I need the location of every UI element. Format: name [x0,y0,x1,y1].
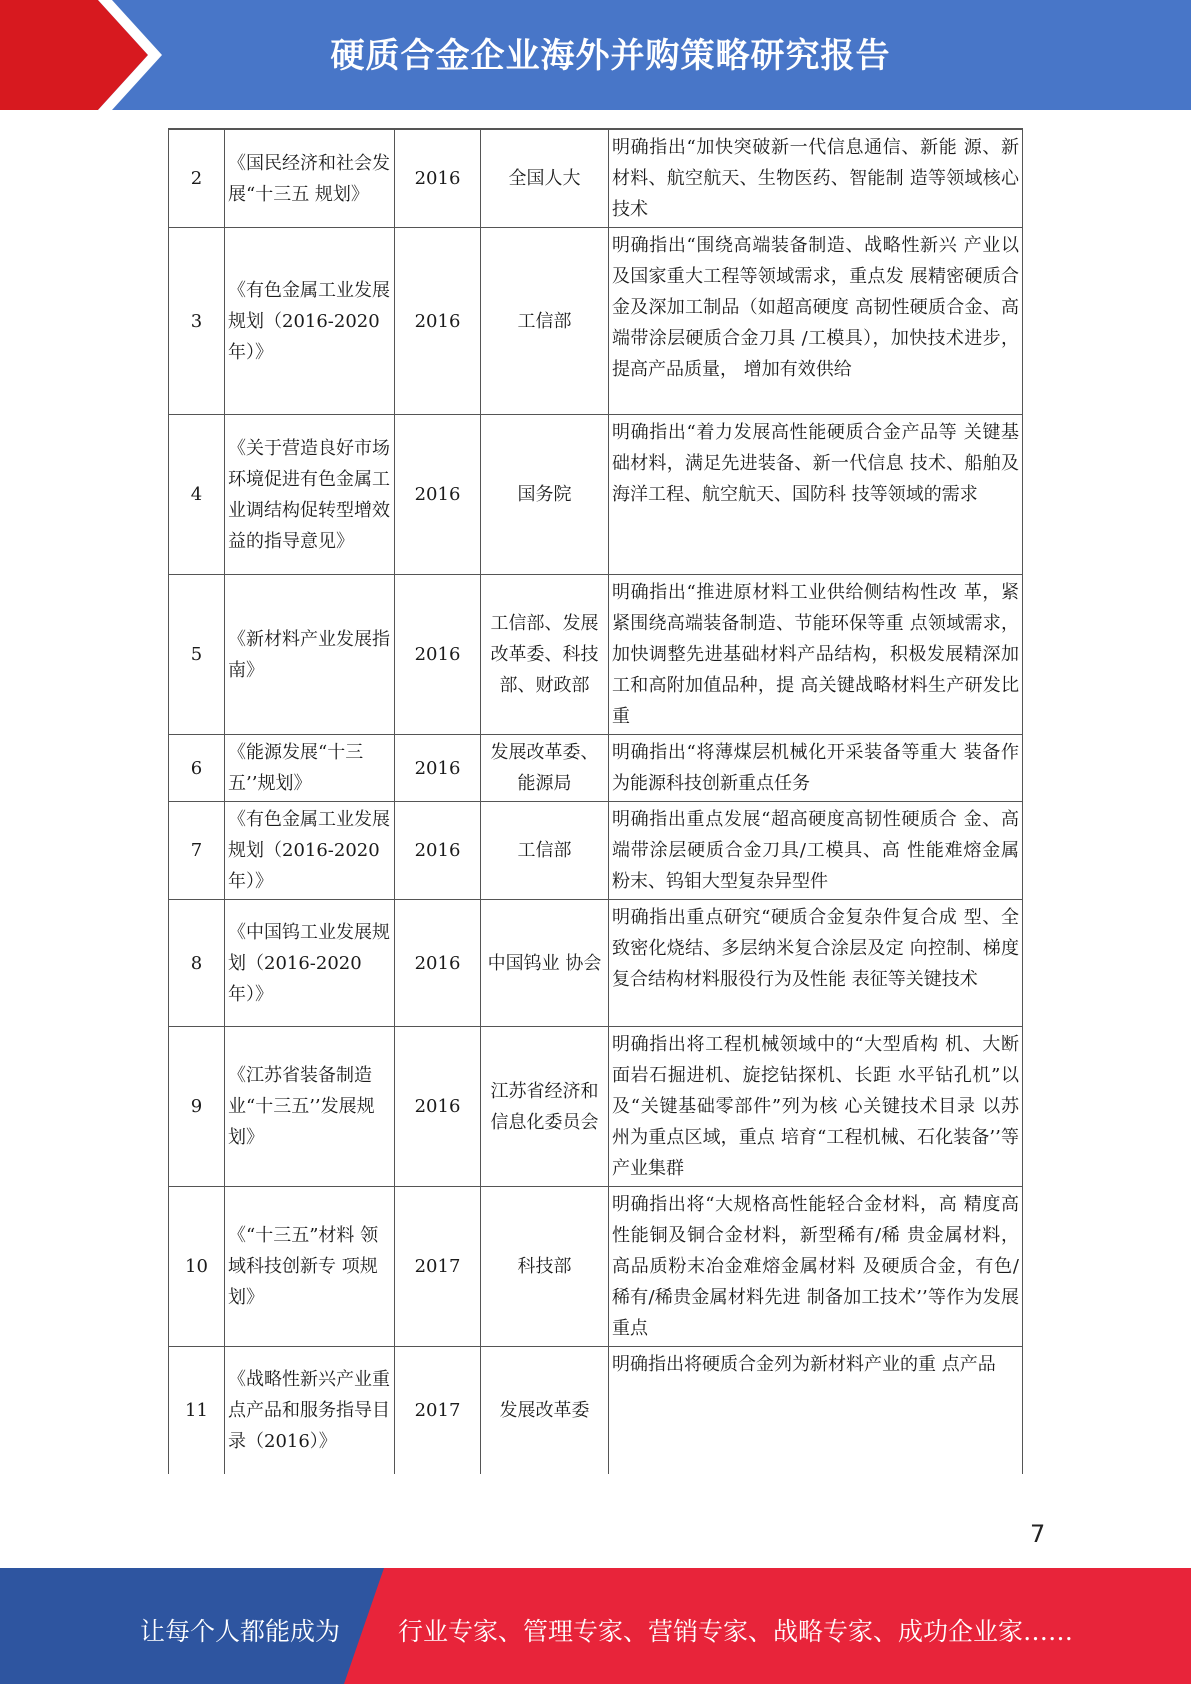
policy-name: 《关于营造良好市场环境促进有色金属工业调结构促转型增效益的指导意见》 [225,415,395,575]
row-number: 6 [169,735,225,802]
issuing-department: 发展改革委、能源局 [481,735,609,802]
table-row [169,575,1023,735]
policy-table-container [168,128,1022,1474]
policy-content: 明确指出“将薄煤层机械化开采装备等重大 装备作为能源科技创新重点任务 [609,735,1023,802]
table-row [169,735,1023,802]
policy-content: 明确指出将“大规格高性能轻合金材料，高 精度高性能铜及铜合金材料，新型稀有/稀 贵金属材料，高品质粉末冶金难熔金属材料 及硬质合金，有色/稀有/稀贵金属材料先进 制备加工技术’’等作为发展重点 [609,1187,1023,1347]
row-number: 11 [169,1347,225,1474]
policy-year: 2016 [395,129,481,228]
table-row [169,1347,1023,1474]
policy-content: 明确指出重点研究“硬质合金复杂件复合成 型、全致密化烧结、多层纳米复合涂层及定 向控制、梯度复合结构材料服役行为及性能 表征等关键技术 [609,900,1023,1027]
page-number: 7 [1030,1520,1046,1548]
policy-year: 2016 [395,415,481,575]
policy-content: 明确指出“加快突破新一代信息通信、新能 源、新材料、航空航天、生物医药、智能制 造等领域核心技术 [609,129,1023,228]
footer-slogan-left: 让每个人都能成为 [140,1617,341,1646]
policy-name: 《国民经济和社会发展“十三五 规划》 [225,129,395,228]
row-number: 5 [169,575,225,735]
page-header [0,0,1191,110]
policy-year: 2016 [395,228,481,415]
footer-slogan-right: 行业专家、管理专家、营销专家、战略专家、成功企业家…… [398,1617,1074,1646]
issuing-department: 国务院 [481,415,609,575]
table-row [169,129,1023,228]
report-title: 硬质合金企业海外并购策略研究报告 [330,36,891,76]
issuing-department: 全国人大 [481,129,609,228]
policy-content: 明确指出“围绕高端装备制造、战略性新兴 产业以及国家重大工程等领域需求，重点发 展精密硬质合金及深加工制品（如超高硬度 高韧性硬质合金、高端带涂层硬质合金刀具 /工模具），加快技术进步，提高产品质量， 增加有效供给 [609,228,1023,415]
policy-year: 2016 [395,1027,481,1187]
row-number: 9 [169,1027,225,1187]
table-row [169,1027,1023,1187]
issuing-department: 工信部 [481,802,609,900]
table-row [169,1187,1023,1347]
page-footer [0,1568,1191,1684]
policy-name: 《战略性新兴产业重点产品和服务指导目录（2016）》 [225,1347,395,1474]
issuing-department: 发展改革委 [481,1347,609,1474]
issuing-department: 工信部、发展改革委、科技部、财政部 [481,575,609,735]
issuing-department: 中国钨业 协会 [481,900,609,1027]
policy-year: 2017 [395,1187,481,1347]
row-number: 10 [169,1187,225,1347]
policy-year: 2016 [395,900,481,1027]
issuing-department: 工信部 [481,228,609,415]
row-number: 4 [169,415,225,575]
table-row [169,415,1023,575]
row-number: 2 [169,129,225,228]
policy-content: 明确指出重点发展“超高硬度高韧性硬质合 金、高端带涂层硬质合金刀具/工模具、高 性能难熔金属粉末、钨钼大型复杂异型件 [609,802,1023,900]
issuing-department: 江苏省经济和信息化委员会 [481,1027,609,1187]
policy-content: 明确指出“推进原材料工业供给侧结构性改 革，紧紧围绕高端装备制造、节能环保等重 点领域需求，加快调整先进基础材料产品结构，积极发展精深加工和高附加值品种，提 高关键战略材料生产研发比重 [609,575,1023,735]
table-row [169,228,1023,415]
policy-year: 2016 [395,575,481,735]
row-number: 7 [169,802,225,900]
policy-name: 《有色金属工业发展规划（2016-2020 年）》 [225,228,395,415]
policy-content: 明确指出将硬质合金列为新材料产业的重 点产品 [609,1347,1023,1474]
policy-content: 明确指出将工程机械领域中的“大型盾构 机、大断面岩石掘进机、旋挖钻探机、长距 水平钻孔机”以及“关键基础零部件”列为核 心关键技术目录 以苏州为重点区域，重点 培育“工程机械、石化装备’’等产业集群 [609,1027,1023,1187]
policy-name: 《能源发展“十三五’’规划》 [225,735,395,802]
policy-year: 2016 [395,735,481,802]
row-number: 3 [169,228,225,415]
policy-name: 《“十三五”材料 领域科技创新专 项规划》 [225,1187,395,1347]
policy-content: 明确指出“着力发展高性能硬质合金产品等 关键基础材料，满足先进装备、新一代信息 技术、船舶及海洋工程、航空航天、国防科 技等领域的需求 [609,415,1023,575]
policy-year: 2016 [395,802,481,900]
policy-name: 《新材料产业发展指南》 [225,575,395,735]
policy-name: 《江苏省装备制造业“十三五’’发展规划》 [225,1027,395,1187]
table-row [169,802,1023,900]
policy-name: 《有色金属工业发展规划（2016-2020 年）》 [225,802,395,900]
table-row [169,900,1023,1027]
row-number: 8 [169,900,225,1027]
policy-table [168,128,1023,1474]
policy-name: 《中国钨工业发展规划（2016-2020 年）》 [225,900,395,1027]
issuing-department: 科技部 [481,1187,609,1347]
policy-year: 2017 [395,1347,481,1474]
